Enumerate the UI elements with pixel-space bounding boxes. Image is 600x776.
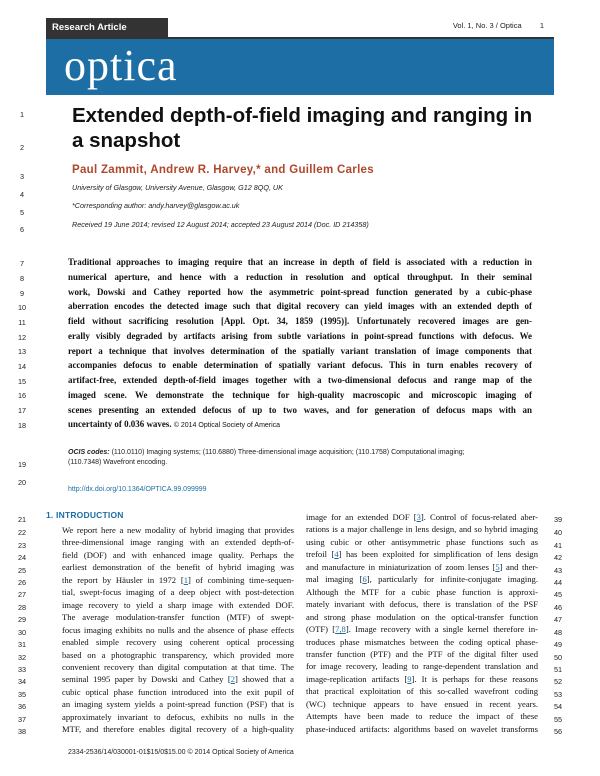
line-number: 56 xyxy=(553,727,563,736)
line-number: 42 xyxy=(553,553,563,562)
body-text-line: (OTF) [7,8]. Image recovery with a single kernel therefore in- xyxy=(306,624,538,635)
ocis-line-2: (110.7348) Wavefront encoding. xyxy=(68,459,168,467)
body-text-line: image recovery to yield a sharp image with extended DOF. xyxy=(62,599,294,610)
line-number: 10 xyxy=(17,303,27,312)
body-text-line: (WC) technique appears to have ensued in recent years. xyxy=(306,698,538,709)
line-number: 32 xyxy=(17,653,27,662)
line-number: 52 xyxy=(553,677,563,686)
abstract-line: aberration encodes the detected image such that digital recovery can yield images with an extended depth of xyxy=(68,301,532,312)
line-number: 39 xyxy=(553,515,563,524)
line-number: 24 xyxy=(17,553,27,562)
affiliation: University of Glasgow, University Avenue, Glasgow, G12 8QQ, UK xyxy=(72,183,283,192)
body-text-line: Attempts have been made to reduce the impact of these xyxy=(306,711,538,722)
line-number: 25 xyxy=(17,566,27,575)
abstract-line: work, Dowski and Cathey reported how the asymmetric point-spread function generated by a cubic-phase xyxy=(68,286,532,297)
line-number: 17 xyxy=(17,406,27,415)
line-number: 47 xyxy=(553,615,563,624)
abstract-copyright: © 2014 Optical Society of America xyxy=(173,422,281,430)
body-text-line: rations is a major challenge in lens design, and so hybrid imaging xyxy=(306,524,538,535)
article-type-tag: Research Article xyxy=(46,18,168,38)
line-number: 9 xyxy=(19,289,25,298)
line-number: 3 xyxy=(19,172,25,181)
line-number: 23 xyxy=(17,541,27,550)
body-text-line: tial, swept-focus imaging of a deep object with post-detection xyxy=(62,587,294,598)
body-text-line: mal imaging [6], particularly for infinite-conjugate imaging. xyxy=(306,574,538,585)
body-text-line: Although the MTF for a cubic phase function is approxi- xyxy=(306,586,538,597)
body-text-line: an imaging system yields a point-spread function (PSF) that is xyxy=(62,699,294,710)
line-number: 6 xyxy=(19,225,25,234)
abstract-line: Traditional approaches to imaging require that an increase in depth of field is associated with a reduction in xyxy=(68,257,532,267)
abstract-line: field without sacrificing resolution [Appl. Opt. 34, 1859 (1995)]. Unfortunately recovered images are gen- xyxy=(68,316,532,326)
page-number: 1 xyxy=(539,21,544,30)
line-number: 30 xyxy=(17,628,27,637)
body-text-line: the report by Häusler in 1972 [1] of combining time-sequen- xyxy=(62,574,294,585)
ocis-label: OCIS codes: xyxy=(68,449,110,456)
ocis-line-1: (110.0110) Imaging systems; (110.6880) Three-dimensional image acquisition; (110.1758) Computational imaging; xyxy=(111,449,465,456)
line-number: 18 xyxy=(17,421,27,430)
line-number: 53 xyxy=(553,690,563,699)
line-number: 14 xyxy=(17,362,27,371)
body-text-line: field (DOF) and with enhanced image quality. Perhaps the xyxy=(62,549,294,560)
line-number: 20 xyxy=(17,478,27,487)
journal-logo: optica xyxy=(64,41,178,90)
author-list: Paul Zammit, Andrew R. Harvey,* and Guillem Carles xyxy=(72,164,374,176)
received-dates: Received 19 June 2014; revised 12 August 2014; accepted 23 August 2014 (Doc. ID 214358) xyxy=(72,220,369,229)
body-text-line: image-replication artifacts [9]. It is perhaps for these reasons xyxy=(306,673,538,684)
line-number: 37 xyxy=(17,715,27,724)
line-number: 48 xyxy=(553,628,563,637)
footer-copyright: 2334-2536/14/030001-01$15/0$15.00 © 2014 Optical Society of America xyxy=(68,749,294,756)
line-number: 16 xyxy=(17,391,27,400)
line-number: 49 xyxy=(553,640,563,649)
body-text-line: cubic optical phase function introduced into the exit pupil of xyxy=(62,686,294,697)
abstract-line: scenes presenting an extended defocus of up to two waves, and for generation of defocus maps with an xyxy=(68,404,532,415)
body-text-line: convenient recovery than digital computation at that time. The xyxy=(62,661,294,672)
line-number: 46 xyxy=(553,603,563,612)
body-text-line: using cubic or other antisymmetric phase functions such as xyxy=(306,536,538,547)
body-column-right xyxy=(306,511,538,735)
ocis-codes xyxy=(68,448,532,468)
line-number: 31 xyxy=(17,640,27,649)
abstract-line: report a technique that involves determination of the spatially variant translation of image components that xyxy=(68,345,532,356)
line-number: 55 xyxy=(553,715,563,724)
line-number: 26 xyxy=(17,578,27,587)
line-number: 38 xyxy=(17,727,27,736)
line-number: 40 xyxy=(553,528,563,537)
body-text-line: earliest demonstration of the benefit of hybrid imaging was xyxy=(62,562,294,573)
line-number: 1 xyxy=(19,110,25,119)
body-text-line: that practical exploitation of this so-called wavefront coding xyxy=(306,686,538,697)
body-text-line: based on a photographic transparency, which provided more xyxy=(62,649,294,660)
body-text-line: three-dimensional image ranging with an extended depth-of- xyxy=(62,537,294,548)
paper-title xyxy=(72,103,552,153)
body-text-line: transfer function (PTF) and the PTF of the digital filter used xyxy=(306,648,538,659)
line-number: 5 xyxy=(19,208,25,217)
abstract-line: imaged scene. We demonstrate the technique for high-quality macroscopic and microscopic imaging of xyxy=(68,389,532,400)
body-text-line: troduces phase mismatches between the coding optical phase- xyxy=(306,636,538,647)
journal-banner xyxy=(46,39,554,95)
body-text-line: focus imaging exhibits no nulls and the absence of phase effects xyxy=(62,624,294,635)
line-number: 22 xyxy=(17,528,27,537)
body-text-line: and strong phase modulation on the optical-transfer function xyxy=(306,611,538,622)
line-number: 33 xyxy=(17,665,27,674)
line-number: 36 xyxy=(17,702,27,711)
section-heading: 1. INTRODUCTION xyxy=(46,510,124,520)
body-text-line: seminal 1995 paper by Dowski and Cathey [2] showed that a xyxy=(62,674,294,685)
line-number: 45 xyxy=(553,590,563,599)
body-text-line: The average modulation-transfer function (MTF) of swept- xyxy=(62,612,294,623)
body-text-line: and manufacture in miniaturization of zoom lenses [5] and ther- xyxy=(306,561,538,572)
body-text-line: image for an extended DOF [3]. Control of focus-related aber- xyxy=(306,512,538,522)
line-number: 54 xyxy=(553,702,563,711)
line-number: 34 xyxy=(17,677,27,686)
body-text-line: MTF, and therefore enables digital recovery of a high-quality xyxy=(62,724,294,735)
line-number: 15 xyxy=(17,377,27,386)
volume-info xyxy=(453,21,544,30)
abstract-line: artifact-free, extended depth-of-field images together with a two-dimensional defocus and range map of the xyxy=(68,375,532,385)
body-text-line: for image recovery, leading to range-dependent translation and xyxy=(306,661,538,672)
title-line-1: Extended depth-of-field imaging and ranging in xyxy=(72,104,533,127)
body-text-line: phase-induced artifacts: algorithms based on wavelet transforms xyxy=(306,723,538,734)
line-number: 13 xyxy=(17,347,27,356)
line-number: 28 xyxy=(17,603,27,612)
abstract-line: erally visibly degraded by artifacts arising from subtle variations in point-spread functions with defocus. We xyxy=(68,330,532,341)
line-number: 35 xyxy=(17,690,27,699)
line-number: 27 xyxy=(17,590,27,599)
line-number: 2 xyxy=(19,143,25,152)
doi-link[interactable]: http://dx.doi.org/10.1364/OPTICA.99.099999 xyxy=(68,486,207,493)
body-text-line: trefoil [4] has been exploited for simplification of lens design xyxy=(306,549,538,560)
body-text-line: enabled simple recovery using coherent optical processing xyxy=(62,637,294,648)
line-number: 44 xyxy=(553,578,563,587)
line-number: 19 xyxy=(17,460,27,469)
line-number: 21 xyxy=(17,515,27,524)
corresponding-author: *Corresponding author: andy.harvey@glasgow.ac.uk xyxy=(72,201,240,210)
line-number: 51 xyxy=(553,665,563,674)
line-number: 7 xyxy=(19,259,25,268)
abstract-line: numerical aperture, and hence with a reduction in resolution and optical throughput. In their seminal xyxy=(68,271,532,282)
line-number: 29 xyxy=(17,615,27,624)
volume-text: Vol. 1, No. 3 / Optica xyxy=(452,21,522,30)
line-number: 12 xyxy=(17,333,27,342)
abstract xyxy=(68,255,532,434)
body-column-left xyxy=(62,524,294,736)
body-text-line: mately invariant with defocus, there is translation of the PSF xyxy=(306,599,538,610)
line-number: 11 xyxy=(18,318,26,327)
title-line-2: a snapshot xyxy=(72,129,181,152)
line-number: 41 xyxy=(553,541,563,550)
line-number: 43 xyxy=(553,566,563,575)
line-number: 4 xyxy=(19,190,25,199)
abstract-line: accompanies defocus to enable determination of spatially variant defocus. This in turn enables recovery of xyxy=(68,360,532,371)
abstract-line: uncertainty of 0.036 waves. © 2014 Optical Society of America xyxy=(68,419,281,430)
body-text-line: approximately invariant to defocus, exhibits no nulls in the xyxy=(62,711,294,722)
line-number: 8 xyxy=(19,274,25,283)
line-number: 50 xyxy=(553,653,563,662)
body-text-line: We report here a new modality of hybrid imaging that provides xyxy=(62,525,294,535)
